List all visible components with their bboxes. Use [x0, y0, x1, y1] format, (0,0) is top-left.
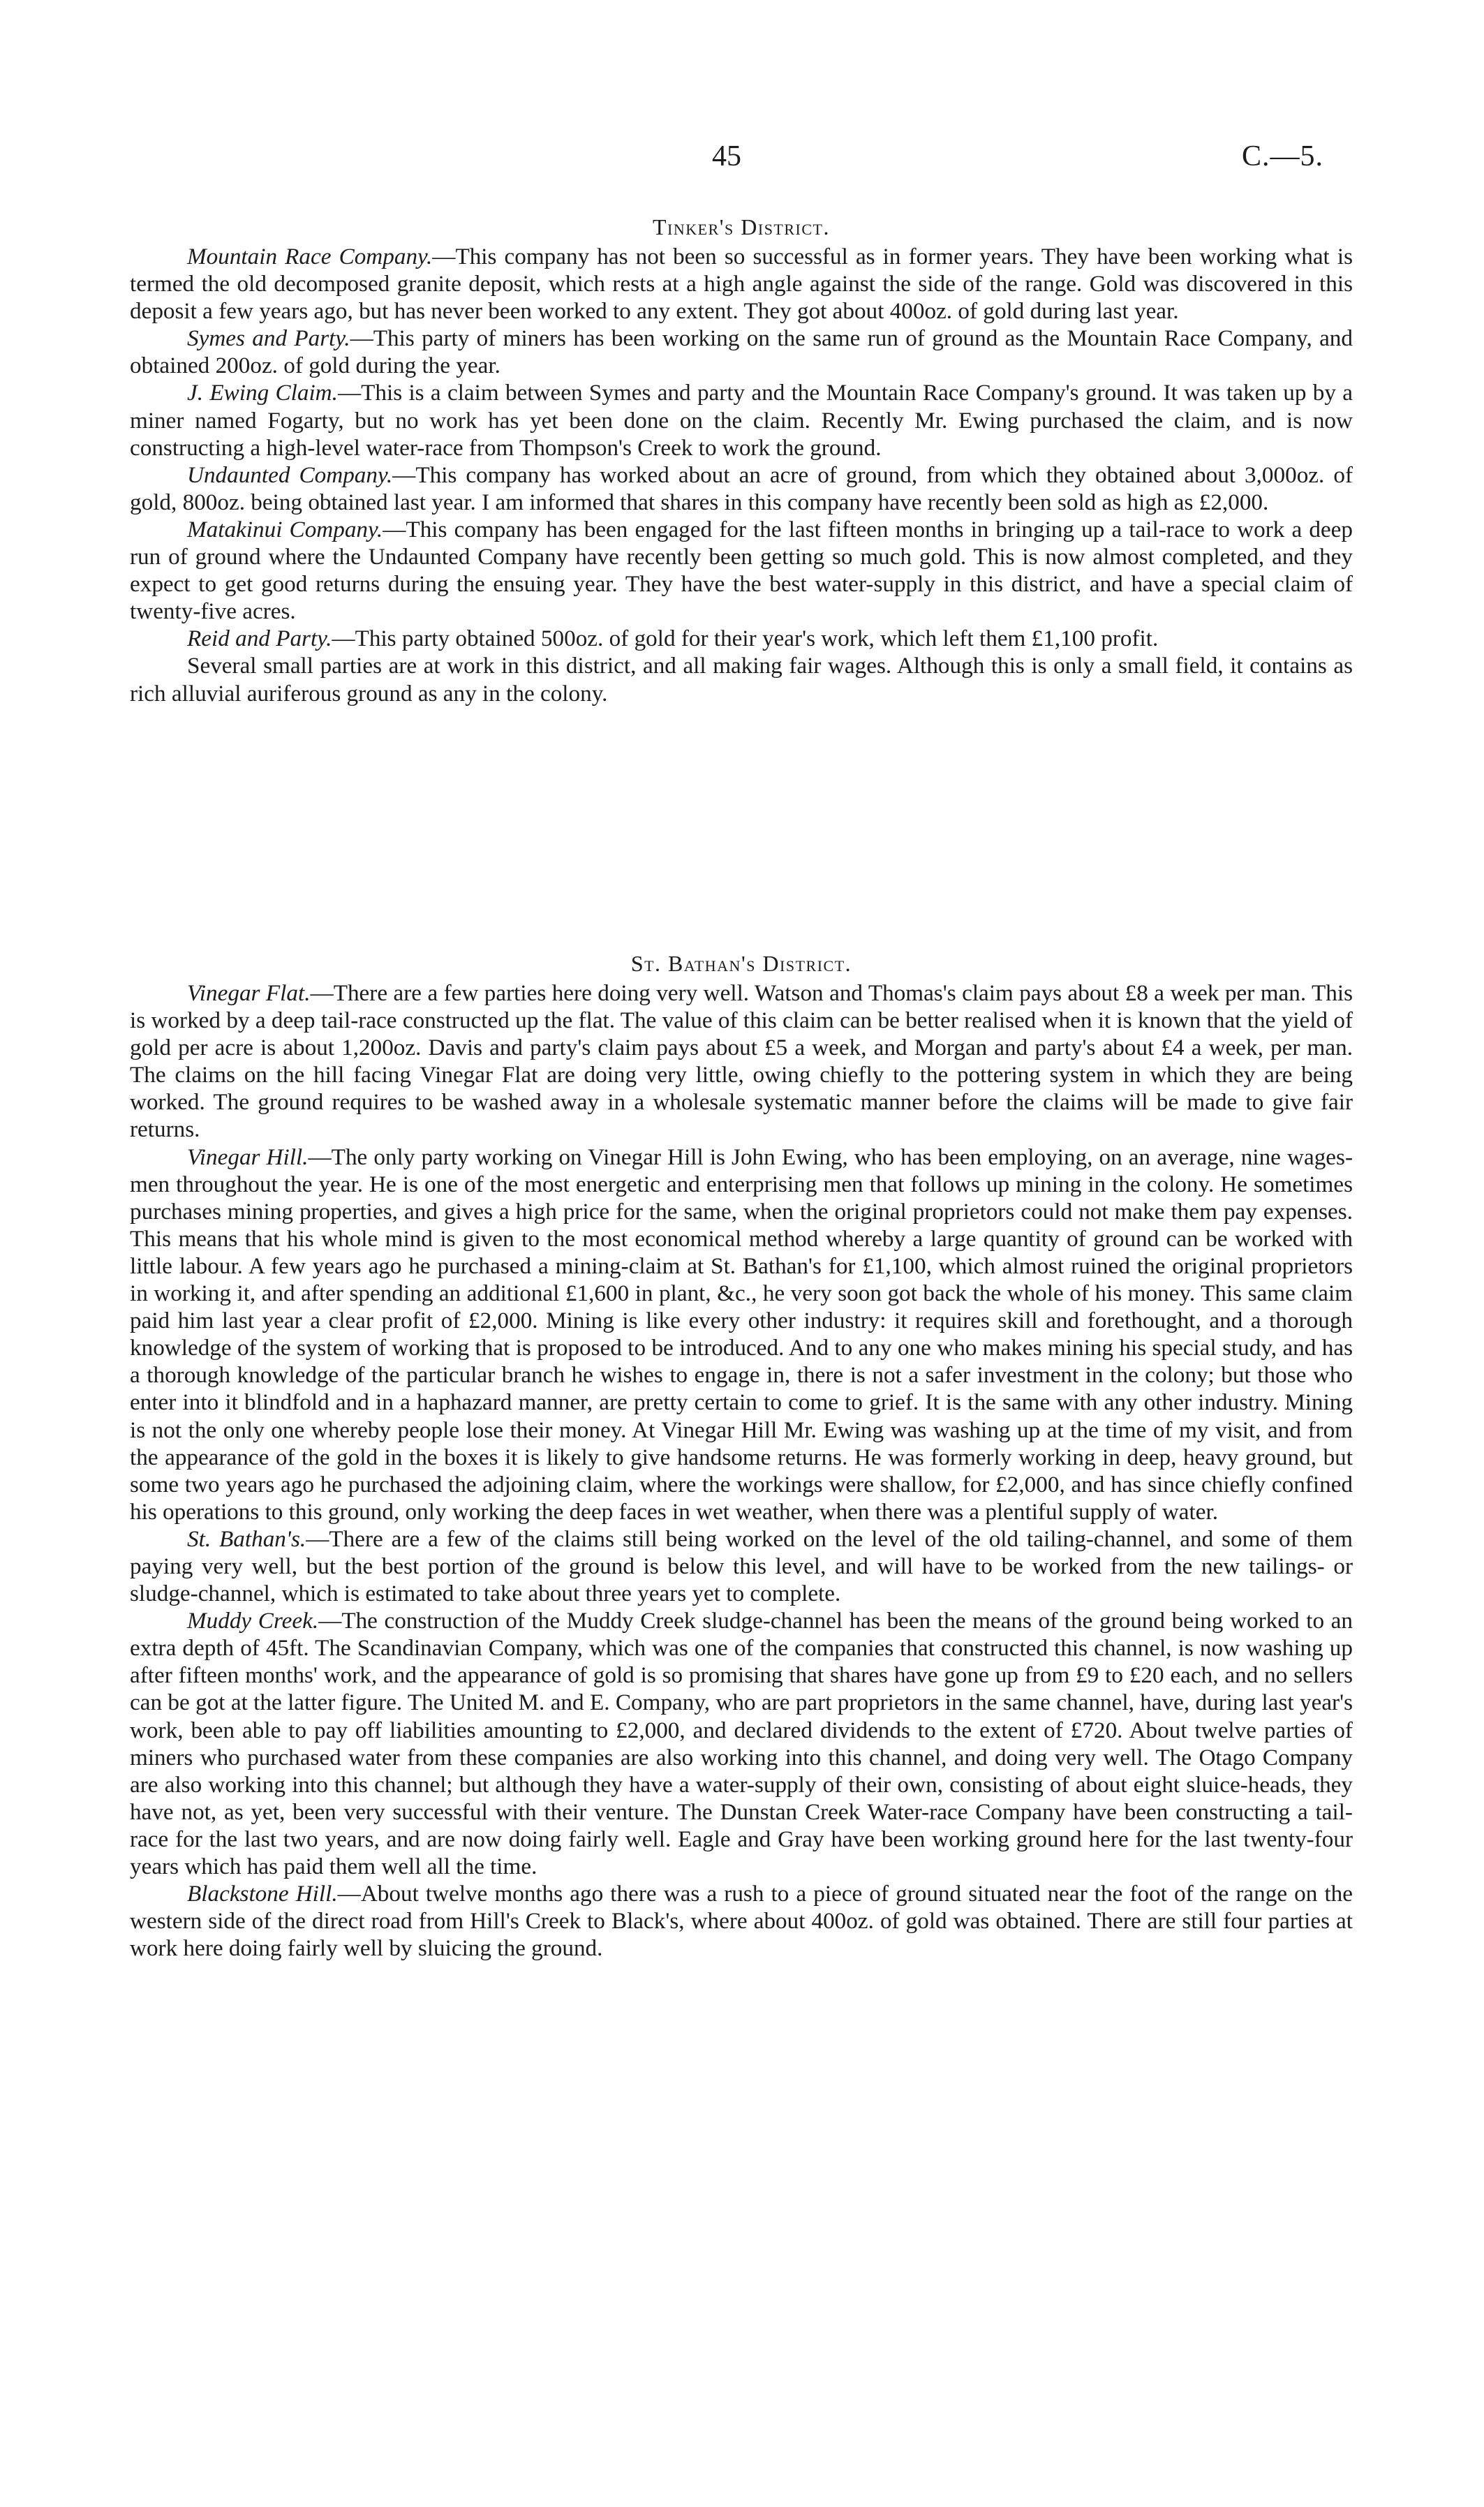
paragraph-small-parties [130, 652, 1353, 707]
paragraph-text: —There are a few parties here doing very well. Watson and Thomas's claim pays about £8 a week per man. This is worked by a deep tail-race constructed up the flat. The value of this claim can be better realised when it is known that the yield of gold per acre is about 1,200oz. Davis and party's claim pays about £5 a week, and Morgan and party's about £4 a week, per man. The claims on the hill facing Vinegar Flat are doing very little, owing chiefly to the pottering system in which they are being worked. The ground requires to be washed away in a wholesale systematic manner before the claims will be made to give fair returns. [130, 980, 1353, 1143]
paragraph-lead: St. Bathan's. [187, 1525, 306, 1552]
paragraph-lead: Blackstone Hill. [187, 1881, 338, 1907]
paragraph-muddy-creek [130, 1607, 1353, 1880]
paragraph-matakinui-company [130, 516, 1353, 625]
document-reference: C.—5. [1241, 140, 1323, 172]
paragraph-text: —This is a claim between Symes and party and the Mountain Race Company's ground. It was taken up by a miner named Fogarty, but no work has yet been done on the claim. Recently Mr. Ewing purchased the claim, and is now constructing a high-level water-race from Thompson's Creek to work the ground. [130, 380, 1353, 461]
section-title: Tinker's District. [653, 214, 830, 239]
paragraph-text: —There are a few of the claims still being worked on the level of the old tailing-channel, and some of them paying very well, but the best portion of the ground is below this level, and will have to be worked from the new tailings- or sludge-channel, which is estimated to take about three years yet to complete. [130, 1525, 1353, 1607]
paragraph-lead: Symes and Party. [187, 325, 350, 352]
page-number: 45 [712, 140, 741, 172]
paragraph-mountain-race-company [130, 243, 1353, 325]
paragraph-lead: Undaunted Company. [187, 461, 393, 488]
paragraph-text: Several small parties are at work in this district, and all making fair wages. Although this is only a small field, it contains as rich alluvial auriferous ground as any in the colony. [130, 653, 1353, 707]
section-title: St. Bathan's District. [630, 951, 852, 976]
section-tinkers-district [130, 214, 1353, 707]
paragraph-text: —This company has been engaged for the last fifteen months in bringing up a tail-race to work a deep run of ground where the Undaunted Company have recently been getting so much gold. This is now almost completed, and they expect to get good returns during the ensuing year. They have the best water-supply in this district, and have a special claim of twenty-five acres. [130, 516, 1353, 625]
paragraph-j-ewing-claim [130, 379, 1353, 461]
paragraph-symes-and-party [130, 325, 1353, 379]
paragraph-lead: Muddy Creek. [187, 1608, 319, 1634]
paragraph-lead: Vinegar Hill. [187, 1144, 309, 1170]
paragraph-lead: Mountain Race Company. [187, 244, 433, 269]
paragraph-st-bathans [130, 1525, 1353, 1607]
paragraph-reid-and-party [130, 625, 1353, 652]
paragraph-lead: Vinegar Flat. [187, 980, 311, 1006]
paragraph-lead: J. Ewing Claim. [187, 380, 338, 406]
paragraph-vinegar-flat [130, 979, 1353, 1144]
paragraph-text: —This party obtained 500oz. of gold for their year's work, which left them £1,100 profit. [332, 626, 1159, 652]
page-header [0, 140, 1484, 182]
paragraph-vinegar-hill [130, 1144, 1353, 1525]
paragraph-blackstone-hill [130, 1880, 1353, 1962]
section-st-bathans-district [130, 950, 1353, 1962]
paragraph-undaunted-company [130, 461, 1353, 516]
paragraph-text: —This company has worked about an acre of ground, from which they obtained about 3,000oz. of gold, 800oz. being obtained last year. I am informed that shares in this company have recently been sold as high as £2,000. [130, 461, 1353, 515]
paragraph-text: —The construction of the Muddy Creek sludge-channel has been the means of the ground being worked to an extra depth of 45ft. The Scandinavian Company, which was one of the companies that constructed this channel, is now washing up after fifteen months' work, and the appearance of gold is so promising that shares have gone up from £9 to £20 each, and no sellers can be got at the latter figure. The United M. and E. Company, who are part proprietors in the same channel, have, during last year's work, been able to pay off liabilities amounting to £2,000, and declared dividends to the extent of £720. About twelve parties of miners who purchased water from these companies are also working into this channel, and doing very well. The Otago Company are also working into this channel; but although they have a water-supply of their own, consisting of about eight sluice-heads, they have not, as yet, been very successful with their venture. The Dunstan Creek Water-race Company have been constructing a tail-race for the last two years, and are now doing fairly well. Eagle and Gray have been working ground here for the last twenty-four years which has paid them well all the time. [130, 1608, 1353, 1879]
paragraph-text: —This company has not been so successful as in former years. They have been working what is termed the old decomposed granite deposit, which rests at a high angle against the side of the range. Gold was discovered in this deposit a few years ago, but has never been worked to any extent. They got about 400oz. of gold during last year. [130, 244, 1353, 325]
paragraph-lead: Reid and Party. [187, 626, 332, 652]
paragraph-lead: Matakinui Company. [187, 516, 383, 542]
paragraph-text: —This party of miners has been working on the same run of ground as the Mountain Race Company, and obtained 200oz. of gold during the year. [130, 325, 1353, 379]
paragraph-text: —About twelve months ago there was a rush to a piece of ground situated near the foot of the range on the western side of the direct road from Hill's Creek to Black's, where about 400oz. of gold was obtained. There are still four parties at work here doing fairly well by sluicing the ground. [130, 1881, 1353, 1962]
paragraph-text: —The only party working on Vinegar Hill is John Ewing, who has been employing, on an average, nine wages-men throughout the year. He is one of the most energetic and enterprising men that follows up mining in the colony. He sometimes purchases mining properties, and gives a high price for the same, when the original proprietors could not make them pay expenses. This means that his whole mind is given to the most economical method whereby a large quantity of ground can be worked with little labour. A few years ago he purchased a mining-claim at St. Bathan's for £1,100, which almost ruined the original proprietors in working it, and after spending an additional £1,600 in plant, &c., he very soon got back the whole of his money. This same claim paid him last year a clear profit of £2,000. Mining is like every other industry: it requires skill and forethought, and a thorough knowledge of the system of working that is proposed to be introduced. And to any one who makes mining his special study, and has a thorough knowledge of the particular branch he wishes to engage in, there is not a safer investment in the colony; but those who enter into it blindfold and in a haphazard manner, are pretty certain to come to grief. It is the same with any other industry. Mining is not the only one whereby people lose their money. At Vinegar Hill Mr. Ewing was washing up at the time of my visit, and from the appearance of the gold in the boxes it is likely to give handsome returns. He was formerly working in deep, heavy ground, but some two years ago he purchased the adjoining claim, where the workings were shallow, for £2,000, and has since chiefly confined his operations to this ground, only working the deep faces in wet weather, when there was a plentiful supply of water. [130, 1144, 1353, 1525]
